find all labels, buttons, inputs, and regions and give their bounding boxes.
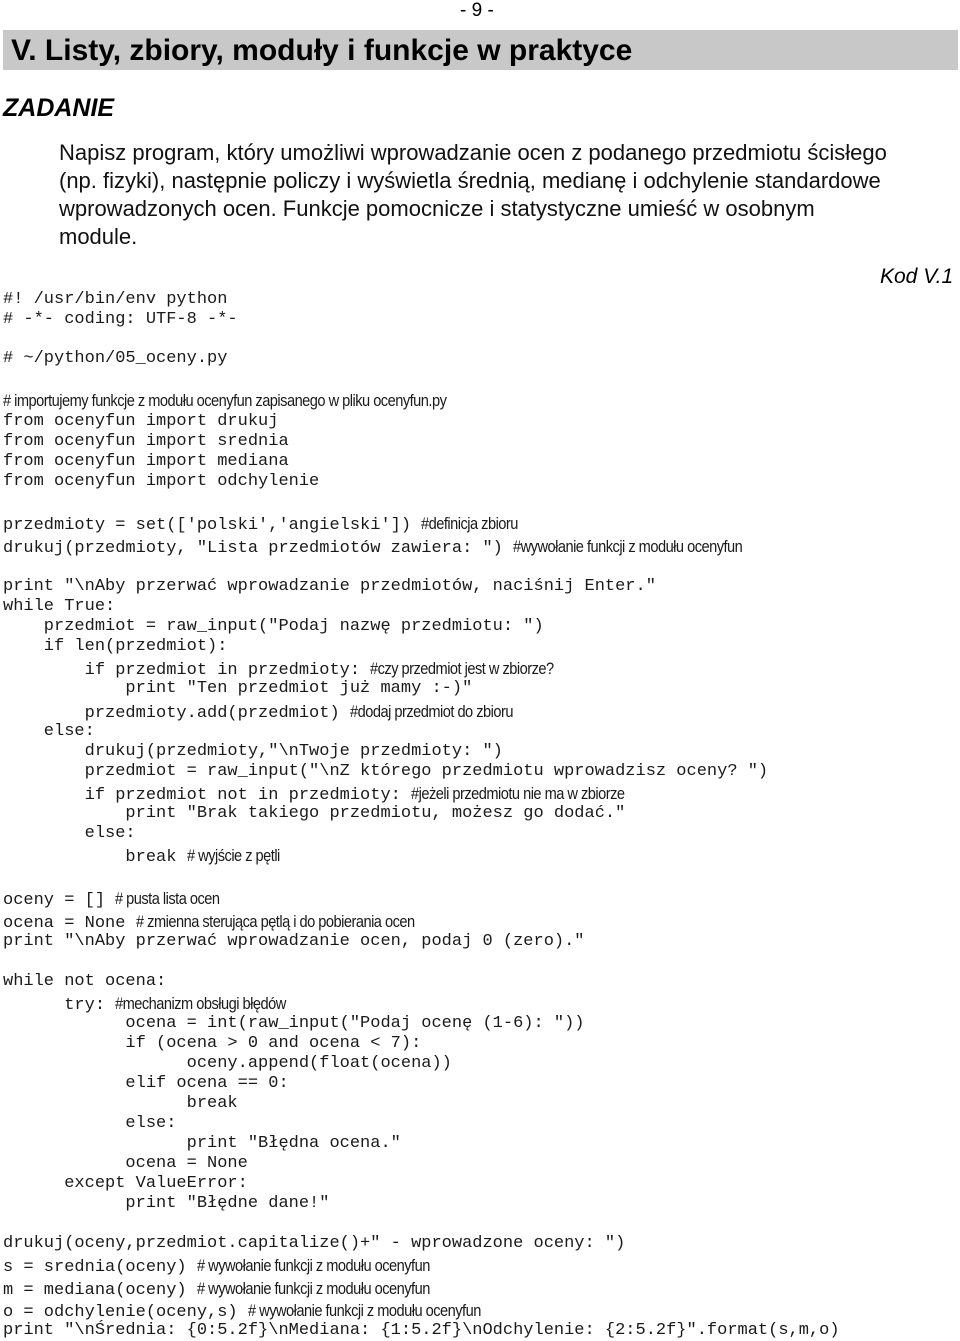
code-text: # -*- coding: UTF-8 -*- (3, 310, 238, 329)
code-text: przedmiot = raw_input("\nZ którego przedmiotu wprowadzisz oceny? ") (3, 762, 769, 781)
code-line (3, 912, 460, 932)
code-text: o = odchylenie(oceny,s) (3, 1303, 248, 1322)
code-text: print "\nAby przerwać wprowadzanie przedmiotów, naciśnij Enter." (3, 577, 656, 596)
code-line (3, 846, 295, 866)
code-text: print "Brak takiego przedmiotu, możesz go dodać." (3, 804, 626, 823)
code-text: ocena = None (3, 1154, 248, 1173)
code-line (3, 1256, 468, 1276)
code-text: #! /usr/bin/env python (3, 290, 228, 309)
code-text: elif ocena == 0: (3, 1074, 289, 1093)
code-text: oceny = [] (3, 891, 116, 910)
code-line (3, 1094, 238, 1114)
code-text: przedmioty = set(['polski','angielski']) (3, 516, 422, 535)
section-label: ZADANIE (3, 94, 115, 122)
code-comment: # wywołanie funkcji z modułu ocenyfun (196, 1256, 430, 1275)
code-label: Kod V.1 (880, 265, 954, 288)
task-line: Napisz program, który umożliwi wprowadzanie ocen z podanego przedmiotu ścisłego (59, 140, 887, 165)
code-line (3, 617, 544, 637)
code-text: while not ocena: (3, 972, 167, 991)
code-line (3, 1194, 329, 1214)
code-line (3, 702, 539, 722)
code-text: if przedmiot in przedmioty: (3, 661, 371, 680)
code-line (3, 722, 95, 742)
code-line (3, 412, 278, 432)
code-line (3, 1134, 401, 1154)
code-comment: #mechanizm obsługi błędów (115, 994, 286, 1013)
code-line (3, 472, 319, 492)
code-text: print "\nAby przerwać wprowadzanie ocen, podaj 0 (zero)." (3, 932, 585, 951)
code-line (3, 679, 472, 699)
code-line (3, 290, 227, 310)
code-comment: #dodaj przedmiot do zbioru (349, 702, 513, 721)
code-text: # ~/python/05_oceny.py (3, 349, 228, 368)
code-text: print "Ten przedmiot już mamy :-)" (3, 679, 473, 698)
code-line (3, 932, 585, 952)
code-line (3, 391, 519, 411)
code-line (3, 972, 166, 992)
code-line (3, 349, 227, 369)
code-line (3, 762, 768, 782)
chapter-title: V. Listy, zbiory, moduły i funkcje w praktyce (11, 34, 633, 67)
code-comment: # pusta lista ocen (115, 889, 220, 908)
code-comment: #definicja zbioru (421, 514, 519, 533)
code-comment: # wywołanie funkcji z modułu ocenyfun (196, 1279, 430, 1298)
code-text: ocena = int(raw_input("Podaj ocenę (1-6): ")) (3, 1014, 585, 1033)
code-text: from ocenyfun import odchylenie (3, 472, 320, 491)
code-line (3, 310, 238, 330)
code-comment: #wywołanie funkcji z modułu ocenyfun (513, 537, 743, 556)
code-text: if przedmiot not in przedmioty: (3, 786, 412, 805)
code-line (3, 1154, 248, 1174)
code-line (3, 597, 115, 617)
code-text: from ocenyfun import mediana (3, 452, 289, 471)
code-line (3, 1301, 519, 1321)
code-comment: # importujemy funkcje z modułu ocenyfun zapisanego w pliku ocenyfun.py (3, 391, 447, 410)
page-number: - 9 - (460, 0, 494, 21)
code-line (3, 514, 534, 534)
code-text: else: (3, 722, 95, 741)
code-line (3, 432, 289, 452)
code-comment: #jeżeli przedmiotu nie ma w zbiorze (411, 784, 625, 803)
code-text: s = srednia(oceny) (3, 1258, 197, 1277)
code-text: from ocenyfun import drukuj (3, 412, 279, 431)
code-text: print "Błędna ocena." (3, 1134, 401, 1153)
code-line (3, 1279, 468, 1299)
code-text: while True: (3, 597, 116, 616)
code-line (3, 804, 625, 824)
code-comment: #czy przedmiot jest w zbiorze? (370, 659, 554, 678)
code-line (3, 659, 584, 679)
code-line (3, 452, 289, 472)
code-line (3, 1014, 585, 1034)
code-text: print "Błędne dane!" (3, 1194, 330, 1213)
task-line: module. (59, 224, 138, 249)
code-text: drukuj(oceny,przedmiot.capitalize()+" - wprowadzone oceny: ") (3, 1234, 626, 1253)
code-line (3, 742, 503, 762)
code-comment: # wyjście z pętli (186, 846, 280, 865)
code-line (3, 1074, 289, 1094)
code-text: from ocenyfun import srednia (3, 432, 289, 451)
code-text: przedmioty.add(przedmiot) (3, 704, 350, 723)
code-text: ocena = None (3, 914, 136, 933)
code-line (3, 1054, 452, 1074)
code-text: print "\nŚrednia: {0:5.2f}\nMediana: {1:5.2f}\nOdchylenie: {2:5.2f}".format(s,m,o) (3, 1321, 840, 1340)
code-line (3, 889, 237, 909)
code-line (3, 994, 314, 1014)
task-line: wprowadzonych ocen. Funkcje pomocnicze i statystyczne umieść w osobnym (59, 196, 815, 221)
code-text: przedmiot = raw_input("Podaj nazwę przedmiotu: ") (3, 617, 544, 636)
code-line (3, 784, 659, 804)
code-text: else: (3, 824, 136, 843)
code-line (3, 1234, 625, 1254)
code-text: if len(przedmiot): (3, 637, 228, 656)
code-text: oceny.append(float(ocena)) (3, 1054, 452, 1073)
code-line (3, 637, 227, 657)
code-line (3, 1174, 248, 1194)
code-comment: # zmienna sterująca pętlą i do pobierania ocen (135, 912, 415, 931)
code-line (3, 1034, 421, 1054)
code-line (3, 537, 780, 557)
code-text: except ValueError: (3, 1174, 248, 1193)
code-text: try: (3, 996, 116, 1015)
code-line (3, 1114, 176, 1134)
code-text: drukuj(przedmioty, "Lista przedmiotów zawiera: ") (3, 539, 514, 558)
code-line (3, 824, 136, 844)
code-comment: # wywołanie funkcji z modułu ocenyfun (247, 1301, 481, 1320)
code-line (3, 577, 656, 597)
code-text: break (3, 1094, 238, 1113)
task-line: (np. fizyki), następnie policzy i wyświetla średnią, medianę i odchylenie standardowe (59, 168, 881, 193)
code-text: if (ocena > 0 and ocena < 7): (3, 1034, 422, 1053)
code-text: else: (3, 1114, 177, 1133)
code-text: m = mediana(oceny) (3, 1281, 197, 1300)
code-text: drukuj(przedmioty,"\nTwoje przedmioty: ") (3, 742, 503, 761)
code-text: break (3, 848, 187, 867)
code-line (3, 1321, 840, 1341)
